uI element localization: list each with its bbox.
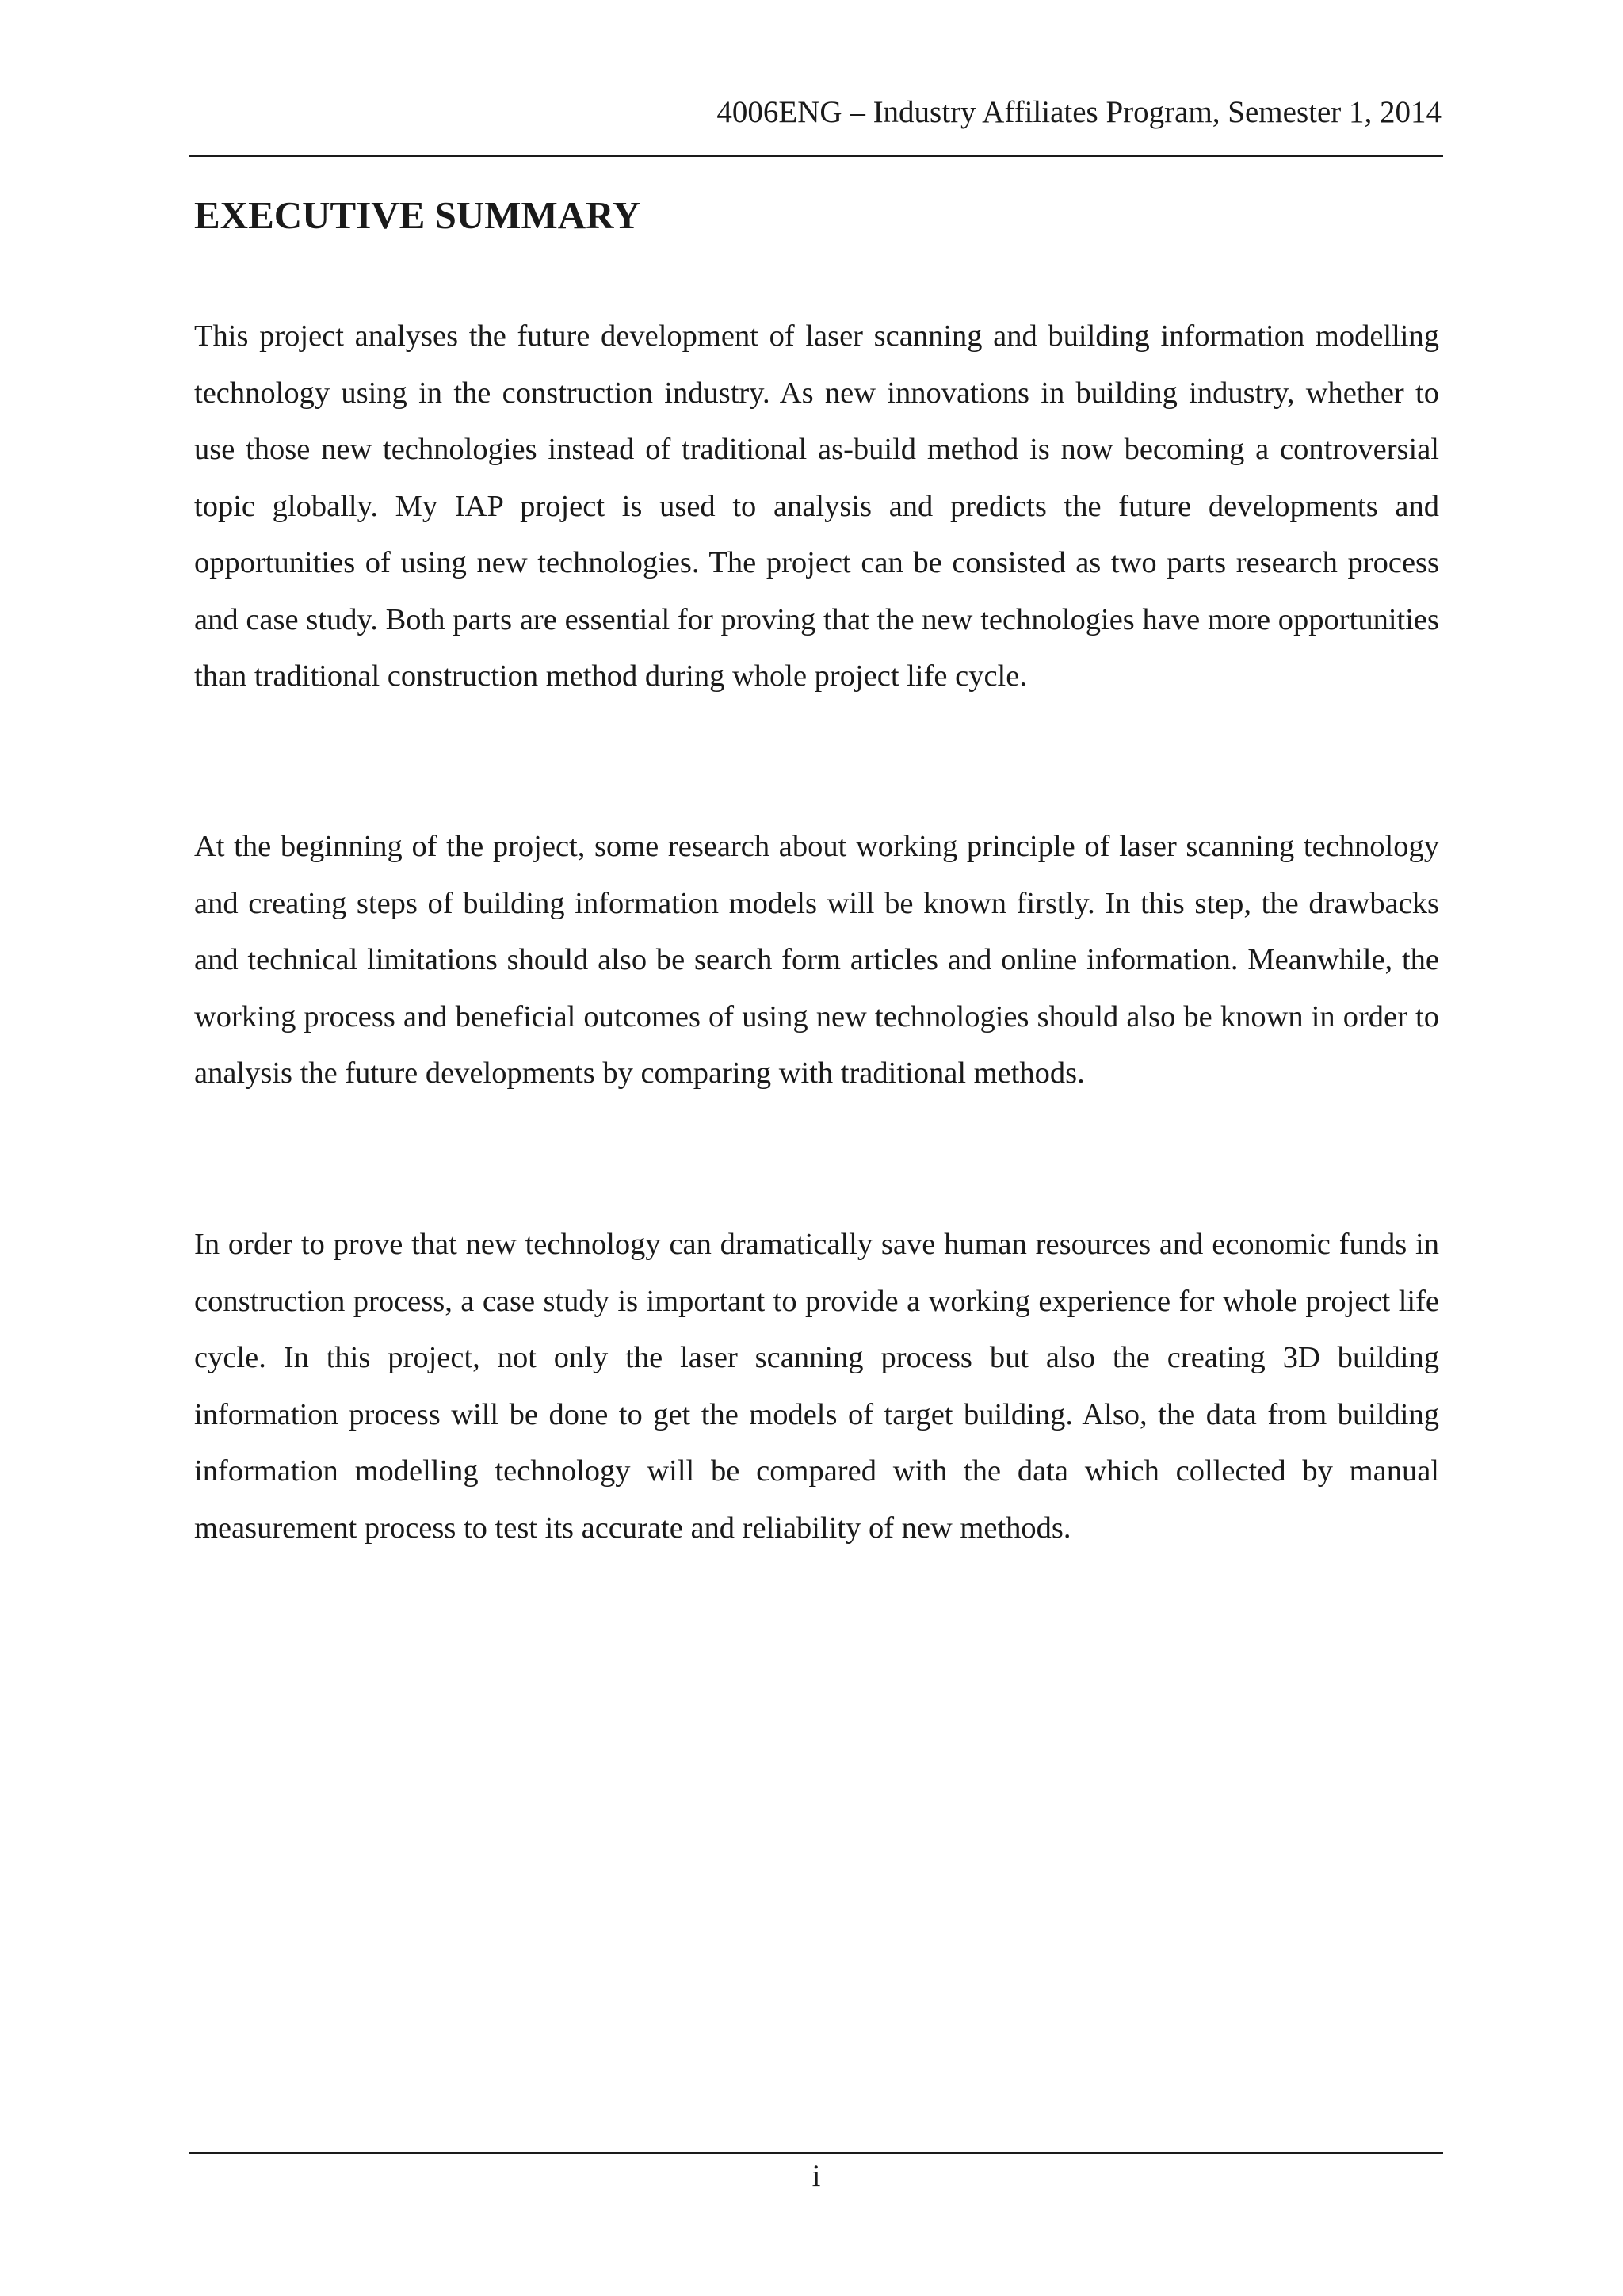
section-title: EXECUTIVE SUMMARY xyxy=(194,193,641,237)
header-divider xyxy=(189,155,1443,157)
running-header: 4006ENG – Industry Affiliates Program, Semester 1, 2014 xyxy=(716,95,1442,129)
paragraph-case-study: In order to prove that new technology can dramatically save human resources and economic funds in construction process, a case study is important to provide a working experience for whole project life cycle. In this project, not only the laser scanning process but also the creating 3D building information process will be done to get the models of target building. Also, the data from building information modelling technology will be compared with the data which collected by manual measurement process to test its accurate and reliability of new methods. xyxy=(194,1228,1439,1545)
paragraph-research-phase: At the beginning of the project, some research about working principle of laser scanning technology and creating steps of building information models will be known firstly. In this step, the drawbacks and technical limitations should also be search form articles and online information. Meanwhile, the working process and beneficial outcomes of using new technologies should also be known in order to analysis the future developments by comparing with traditional methods. xyxy=(194,830,1439,1090)
page-number: i xyxy=(812,2159,821,2193)
paragraph-project-overview: This project analyses the future development of laser scanning and building information modelling technology using in the construction industry. As new innovations in building industry, whether to use those new technologies instead of traditional as-build method is now becoming a controversial topic globally. My IAP project is used to analysis and predicts the future developments and opportunities of using new technologies. The project can be consisted as two parts research process and case study. Both parts are essential for proving that the new technologies have more opportunities than traditional construction method during whole project life cycle. xyxy=(194,319,1439,693)
footer-divider xyxy=(189,2152,1443,2154)
